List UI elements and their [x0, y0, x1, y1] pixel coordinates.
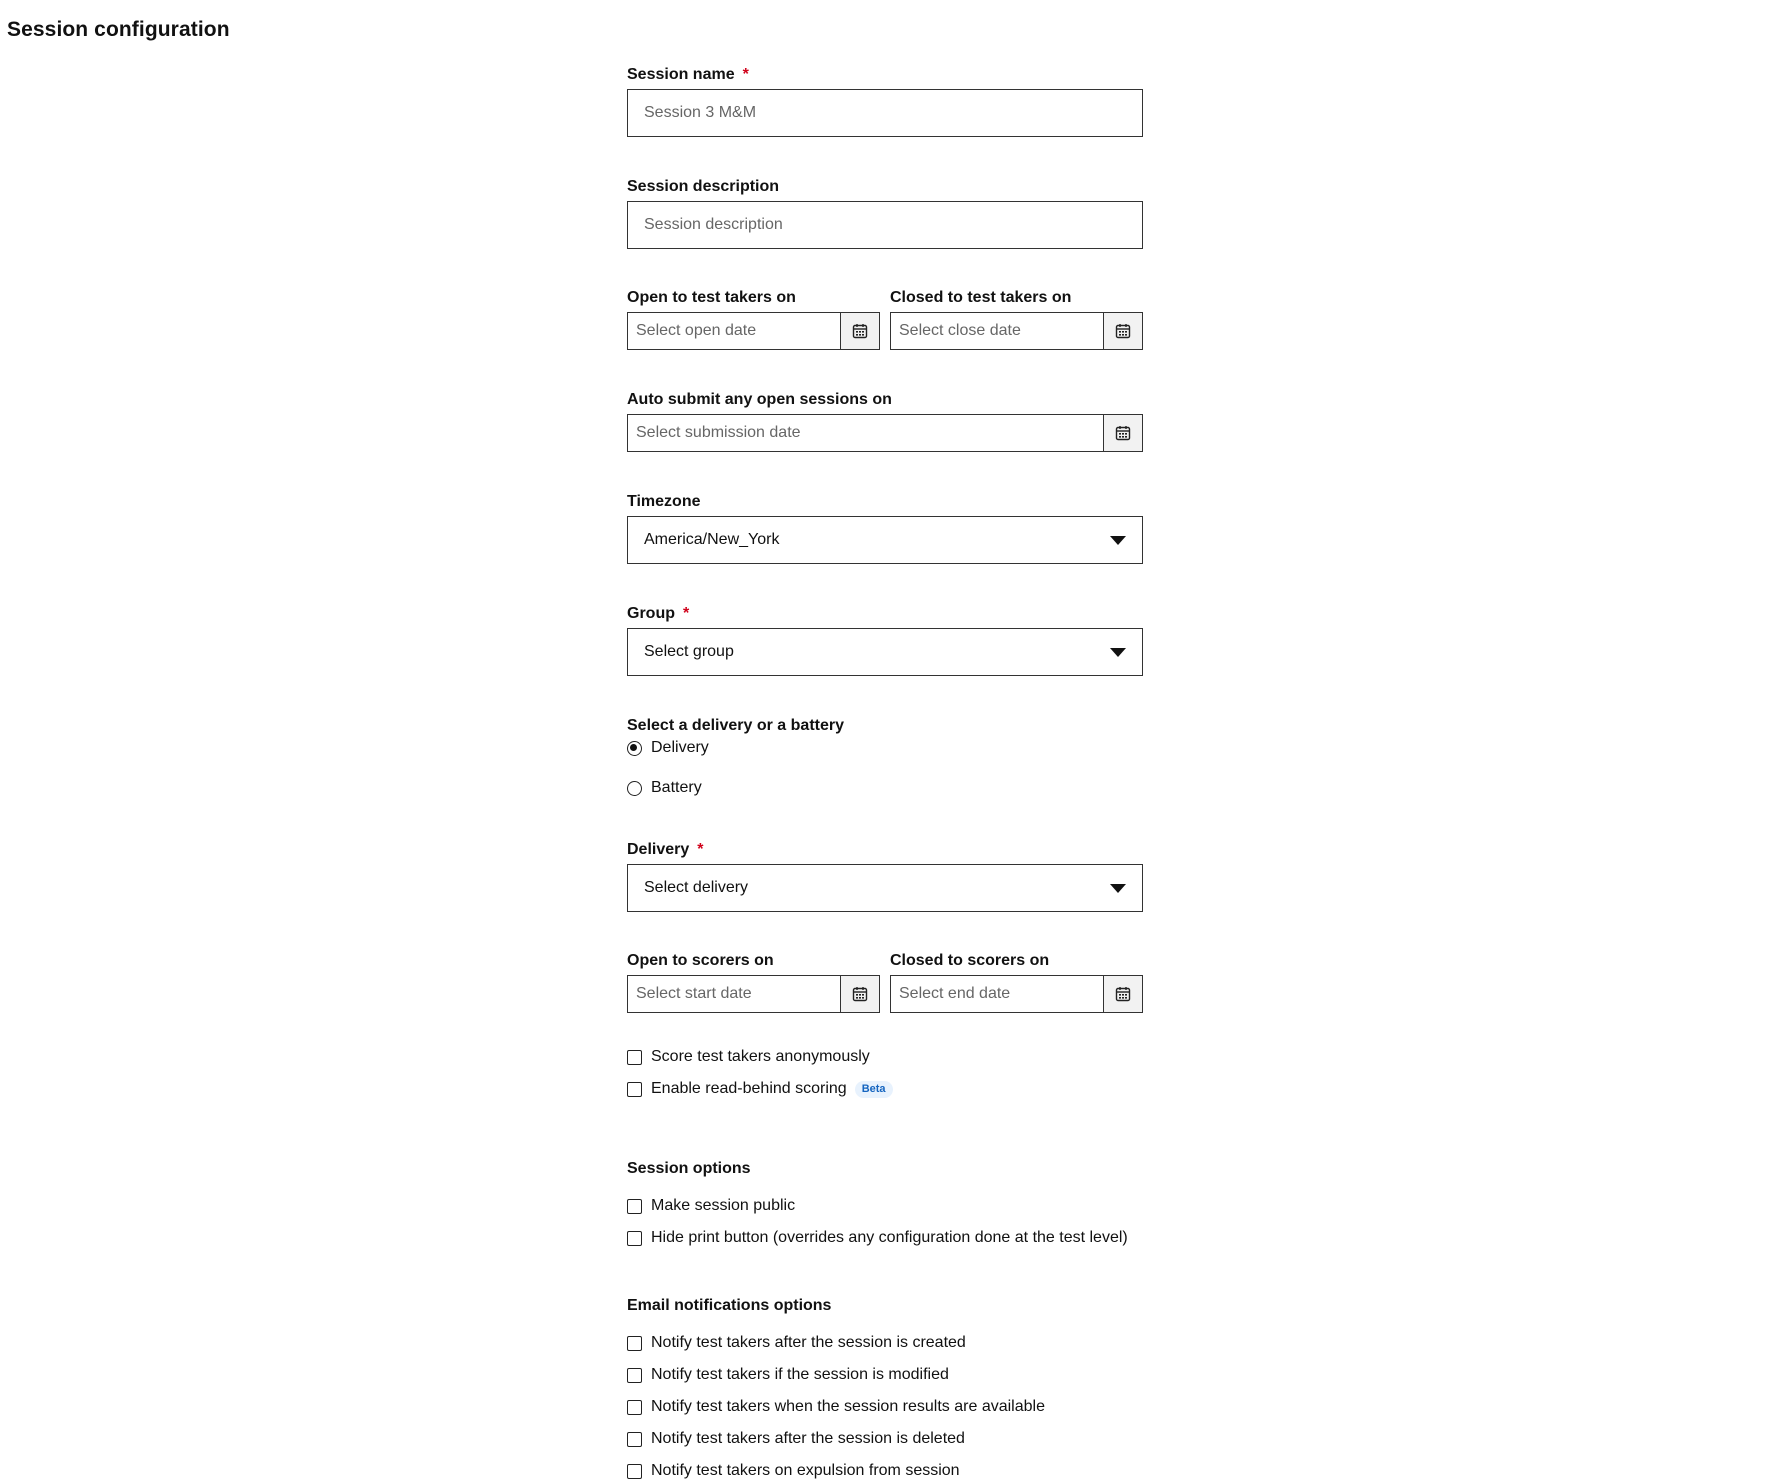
group-label: Group *: [627, 605, 690, 622]
delivery-label: Delivery *: [627, 841, 704, 858]
checkbox-label: Hide print button (overrides any configuration done at the test level): [651, 1229, 1128, 1246]
auto-submit-group: [627, 390, 1143, 452]
radio-battery-control[interactable]: [627, 781, 642, 796]
calendar-icon: [1115, 323, 1131, 339]
delivery-group: [627, 840, 1143, 912]
delivery-selected-value: Select delivery: [644, 879, 749, 896]
auto-submit-label: Auto submit any open sessions on: [627, 391, 892, 408]
auto-submit-datepicker: [627, 414, 1143, 452]
timezone-label: Timezone: [627, 493, 701, 510]
closed-to-test-takers-label: Closed to test takers on: [890, 289, 1072, 306]
checkbox-notify-modified[interactable]: [627, 1365, 1143, 1385]
end-date-input[interactable]: [891, 976, 1103, 1012]
checkbox-label: Score test takers anonymously: [651, 1048, 870, 1065]
checkbox-label: Enable read-behind scoring: [651, 1080, 847, 1097]
submission-date-input[interactable]: [628, 415, 1103, 451]
session-options: [627, 1159, 1143, 1248]
delivery-or-battery-label: Select a delivery or a battery: [627, 717, 844, 734]
closed-to-test-takers-group: [890, 288, 1143, 350]
session-description-group: [627, 177, 1143, 249]
closed-to-scorers-datepicker: [890, 975, 1143, 1013]
session-name-label: Session name *: [627, 66, 749, 83]
checkbox-read-behind-scoring[interactable]: [627, 1079, 1143, 1099]
session-description-label: Session description: [627, 178, 780, 195]
email-notifications: [627, 1296, 1143, 1481]
required-mark: *: [742, 66, 749, 83]
checkbox-control[interactable]: [627, 1199, 642, 1214]
timezone-group: [627, 492, 1143, 564]
checkbox-label: Notify test takers after the session is deleted: [651, 1430, 965, 1447]
delivery-or-battery-group: [627, 716, 1143, 798]
delivery-select[interactable]: [627, 864, 1143, 912]
closed-to-scorers-label: Closed to scorers on: [890, 952, 1050, 969]
checkbox-notify-deleted[interactable]: [627, 1429, 1143, 1449]
timezone-selected-value: America/New_York: [644, 531, 780, 548]
scorer-dates: [627, 951, 1143, 1013]
checkbox-control[interactable]: [627, 1082, 642, 1097]
checkbox-control[interactable]: [627, 1432, 642, 1447]
radio-delivery-label: Delivery: [651, 739, 709, 756]
checkbox-notify-expulsion[interactable]: [627, 1461, 1143, 1481]
calendar-icon: [852, 323, 868, 339]
test-taker-dates: [627, 288, 1143, 350]
calendar-button[interactable]: [1103, 313, 1142, 349]
radio-battery-label: Battery: [651, 779, 702, 796]
page-title: Session configuration: [7, 18, 230, 41]
caret-down-icon: [1110, 884, 1126, 893]
calendar-icon: [1115, 425, 1131, 441]
close-date-input[interactable]: [891, 313, 1103, 349]
required-mark: *: [683, 605, 690, 622]
session-config-form: [627, 65, 1143, 1481]
open-to-test-takers-label: Open to test takers on: [627, 289, 796, 306]
session-description-input[interactable]: [627, 201, 1143, 249]
checkbox-label: Make session public: [651, 1197, 796, 1214]
calendar-icon: [1115, 986, 1131, 1002]
email-notifications-label: Email notifications options: [627, 1297, 832, 1314]
checkbox-hide-print[interactable]: [627, 1228, 1143, 1248]
beta-badge: Beta: [855, 1081, 893, 1098]
checkbox-control[interactable]: [627, 1400, 642, 1415]
caret-down-icon: [1110, 536, 1126, 545]
open-to-test-takers-group: [627, 288, 880, 350]
checkbox-notify-results[interactable]: [627, 1397, 1143, 1417]
radio-delivery-control[interactable]: [627, 741, 642, 756]
checkbox-control[interactable]: [627, 1231, 642, 1246]
calendar-button[interactable]: [840, 976, 879, 1012]
group-select[interactable]: [627, 628, 1143, 676]
checkbox-label: Notify test takers on expulsion from session: [651, 1462, 960, 1479]
radio-delivery[interactable]: [627, 738, 1143, 758]
checkbox-label: Notify test takers after the session is created: [651, 1334, 966, 1351]
closed-to-test-takers-datepicker: [890, 312, 1143, 350]
session-name-input[interactable]: [627, 89, 1143, 137]
caret-down-icon: [1110, 648, 1126, 657]
open-to-scorers-group: [627, 951, 880, 1013]
checkbox-control[interactable]: [627, 1050, 642, 1065]
checkbox-score-anonymously[interactable]: [627, 1047, 1143, 1067]
checkbox-label: Notify test takers when the session results are available: [651, 1398, 1045, 1415]
open-to-scorers-label: Open to scorers on: [627, 952, 774, 969]
checkbox-control[interactable]: [627, 1464, 642, 1479]
checkbox-control[interactable]: [627, 1368, 642, 1383]
group-group: [627, 604, 1143, 676]
calendar-button[interactable]: [1103, 976, 1142, 1012]
checkbox-make-public[interactable]: [627, 1196, 1143, 1216]
start-date-input[interactable]: [628, 976, 840, 1012]
closed-to-scorers-group: [890, 951, 1143, 1013]
group-selected-value: Select group: [644, 643, 734, 660]
session-options-label: Session options: [627, 1160, 751, 1177]
checkbox-control[interactable]: [627, 1336, 642, 1351]
checkbox-notify-created[interactable]: [627, 1333, 1143, 1353]
session-name-group: [627, 65, 1143, 137]
calendar-button[interactable]: [1103, 415, 1142, 451]
calendar-icon: [852, 986, 868, 1002]
open-date-input[interactable]: [628, 313, 840, 349]
scoring-options: [627, 1047, 1143, 1099]
required-mark: *: [697, 841, 704, 858]
open-to-test-takers-datepicker: [627, 312, 880, 350]
calendar-button[interactable]: [840, 313, 879, 349]
radio-battery[interactable]: [627, 778, 1143, 798]
open-to-scorers-datepicker: [627, 975, 880, 1013]
checkbox-label: Notify test takers if the session is modified: [651, 1366, 949, 1383]
timezone-select[interactable]: [627, 516, 1143, 564]
